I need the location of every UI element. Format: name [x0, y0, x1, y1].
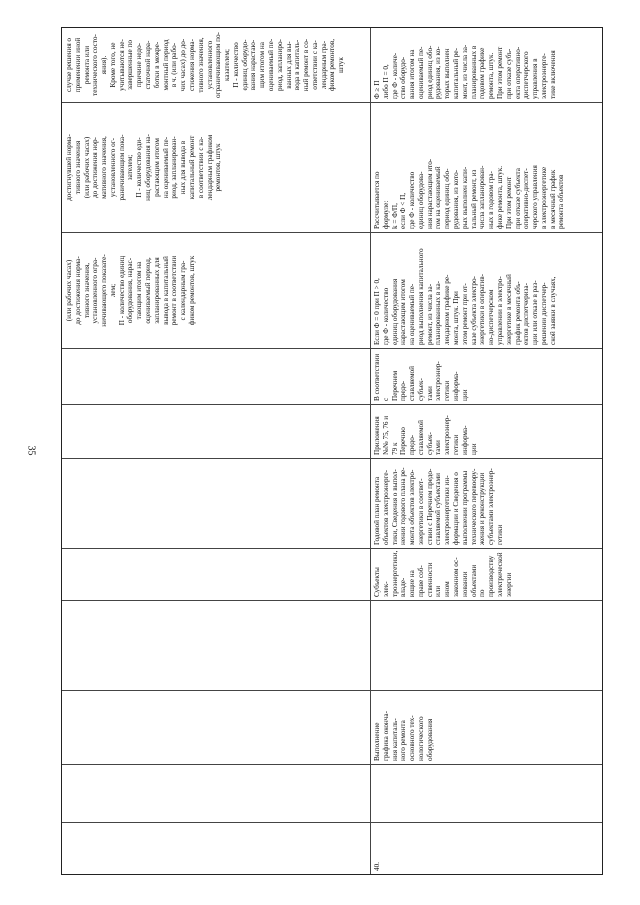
table-row-continued — [62, 28, 371, 874]
cell-empty — [62, 404, 370, 458]
score-cell: Ф ≥ П либо П = 0, где Ф - количе- ство оборудо- вания итогом на оцениваемый пе- риод единиц обо- рудования, из ко- торых выполнен капитальный ре- монт, из числа за- планированных в годовом графике ремонта, штук. При этом ремонт при отказе субъ- екта оперативно- диспетчерского управления в электроэнерге- тике включения — [373, 44, 557, 99]
cell-empty — [62, 600, 370, 690]
calculation-cell-continued: достигнувшей норма- тивного значения (или рабочих часах) до достижения нор- мативного значения, установленного ог- раничивающим пока- зателем; П - количество еди- ниц оборудования на- растающим итогом на оцениваемый пе- риод, запланирован- ных для вывода в капитальный ремонт в соответствии с ка- лендарным графиком ремонтов, штук — [62, 102, 370, 232]
table-row-40 — [370, 28, 602, 874]
cell-empty — [62, 822, 370, 874]
sources-cell: Годовой план ремонта объектов электроэнерге- тики, Сведения о выпол- нении годового плана ре- монта объектов электро- энергетики в соответ- ствии с Перечнем предо- ставляемой субъектами электроэнергетики ин- формации и Сведения о выполнении программы технического перевоору- жения и реконструкции субъектами электроэнер- гетики — [370, 458, 602, 548]
subjects-cell: Субъекты элек- троэнергетики, владе- ющие на праве соб- ственности или ином законном ос- новании объектами по производству электрической энергии — [370, 548, 602, 600]
score-cell-continued: случае решения о применении иной ремонта или технического состо- яния). Кроме того, не учитываются не- завершенные по причине недо- статочной нара- ботки в межре- монтный период в ч. (или рабо- чих часах) до до- стижения норма- тивного значения, установленного ограничивающим по- казателем; П - количество единиц оборудо- вания нарастаю- щим итогом на оцениваемый пе- риод, запланиро- ванных для вы- вода в капиталь- ный ремонт в со- ответствии с ка- лендарным гра- фиком ремонтов, штук — [65, 32, 346, 98]
page-number: 35 — [25, 445, 37, 456]
weight-column-overlay — [370, 28, 602, 102]
cell-empty — [62, 548, 370, 600]
deadline-cell: В соответствии с Перечнем предо- ставляемой субъек- тами электроэнер- гетики информа- ции — [370, 348, 602, 404]
calculation-cell: Рассчитывается по формуле: k = Ф/П, если Ф < П, где Ф - количество единиц оборудова- ния нарастающим ито- гом на оцениваемый период единиц обо- рудования, из кото- рых выполнен капи- тальный ремонт, из числа запланирован- ных в годовом гра- фике ремонта, штук. При этом ремонт при отказе субъекта оперативно-диспет- черского управления в электроэнергетике в месячный график ремонта объектов — [370, 102, 602, 232]
cell-empty — [62, 348, 370, 404]
cell-empty — [62, 764, 370, 822]
appendix-cell: Приложения №№ 75, 76 и 79 к Перечню предо- ставляемой субъек- тами электроэнер- гетики информа- ции — [370, 404, 602, 458]
cell-empty — [62, 690, 370, 764]
indicator-table — [61, 27, 603, 875]
row-number: 40. — [370, 822, 602, 874]
cell-empty — [370, 600, 602, 690]
formula-cell-continued: (или рабочих часах) до достижения норма- тивного значения, установленного огра- ничивающего показате- лем; П - количество единиц оборудования, нарас- тающим итогом на оцениваемый период, запланированных для вывода в капитальный ремонт в соответствии с календарным гра- фиком ремонтов, штук — [62, 232, 370, 348]
cell-empty — [62, 458, 370, 548]
cell-empty — [370, 764, 602, 822]
formula-cell: Если Ф = 0 при П > 0, где Ф - количество единиц оборудования нарастающим итогом на оцениваемый пе- риод выполнения капитального ремонт, из числа за- планированных в ка- лендарном графике ре- монта, штук. При этом ремонт при от- казе субъекта электро- энергетики в оператив- но-диспетчерском управлении в электро- энергетике в месячный график ремонта объ- ектов диспетчериза- ции или отказе в раз- решении диспетчер- ской заявки в случаях, — [370, 232, 602, 348]
indicator-name: Выполнение графика оконча- ния капиталь- ного ремонта основного тех- нологического оборудования — [370, 690, 602, 764]
